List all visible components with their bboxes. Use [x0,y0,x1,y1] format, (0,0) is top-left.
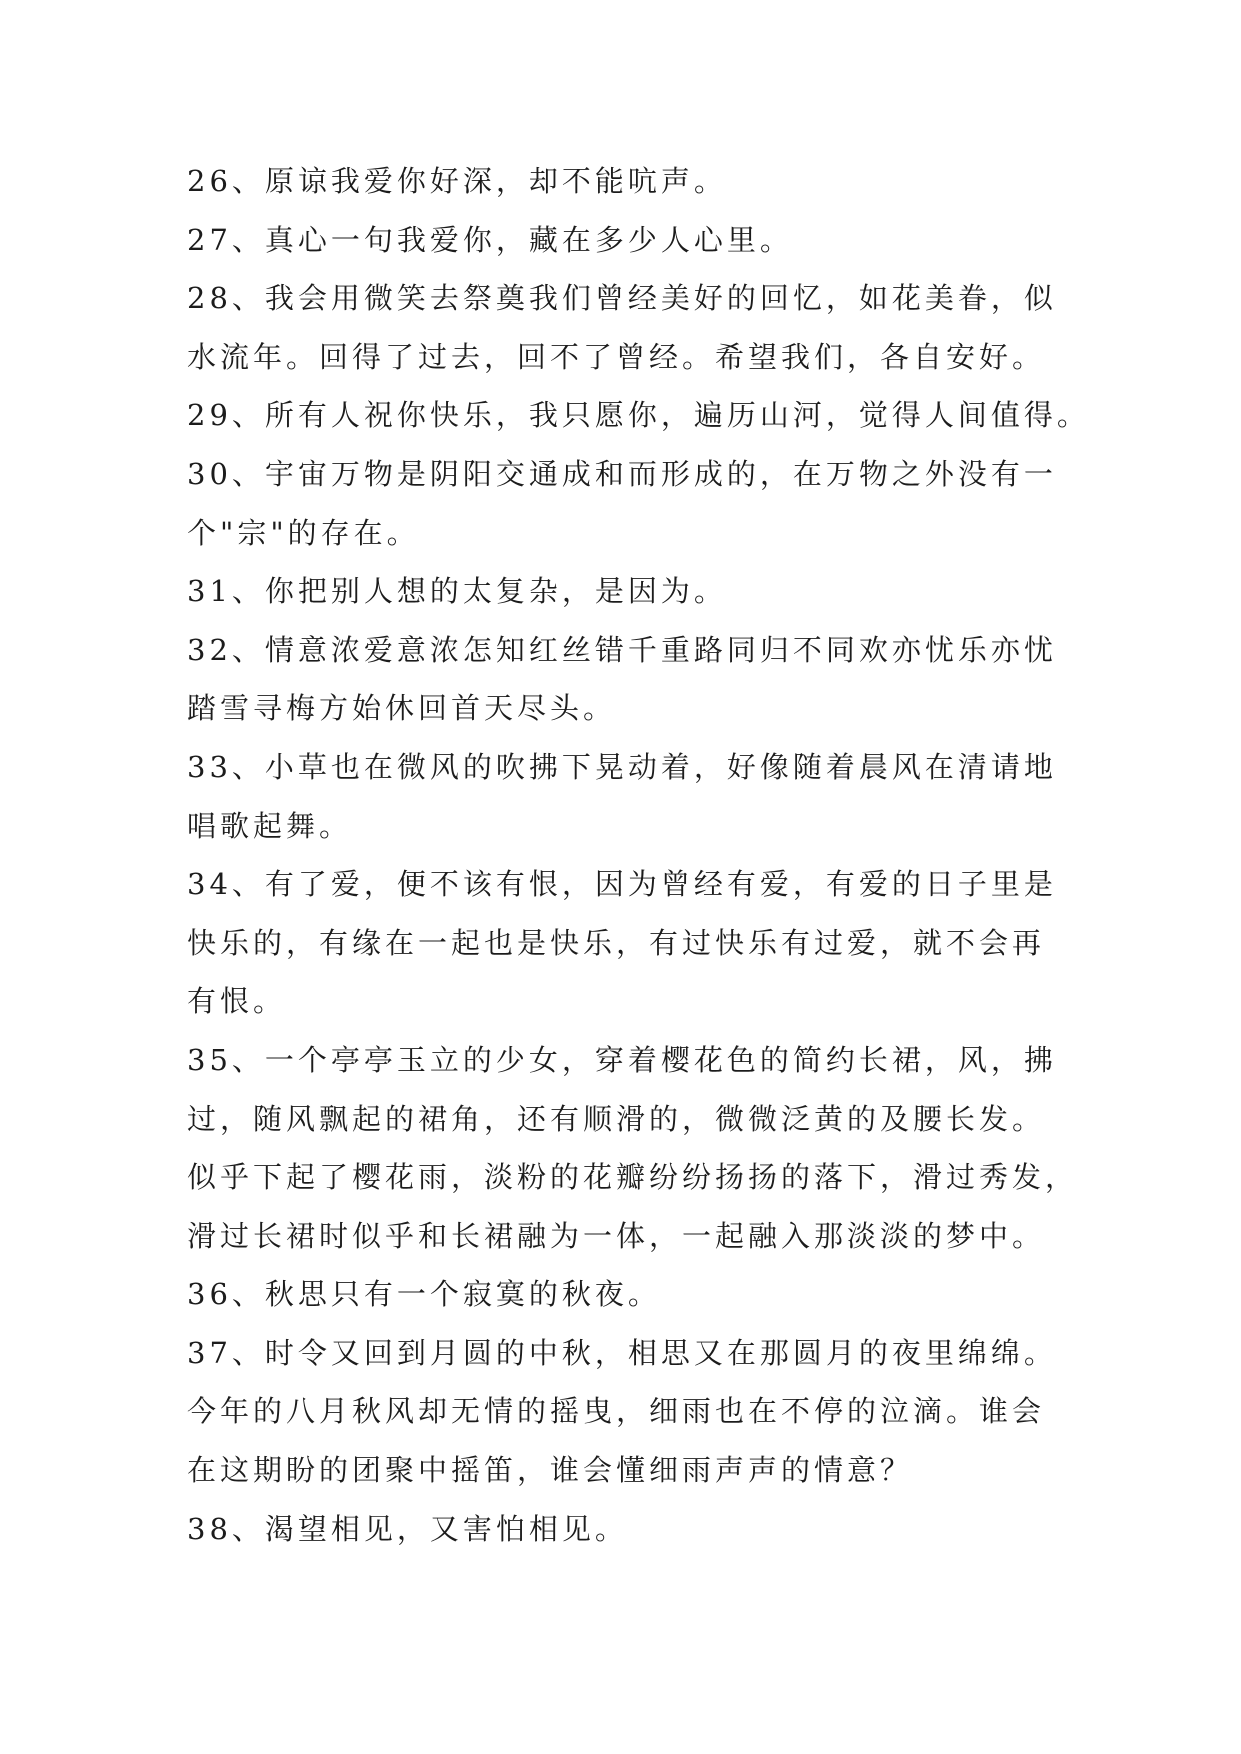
text-line: 36、秋思只有一个寂寞的秋夜。 [187,1277,661,1312]
text-line: 38、渴望相见，又害怕相见。 [187,1511,628,1546]
text-line: 34、有了爱，便不该有恨，因为曾经有爱，有爱的日子里是 [187,867,1057,902]
text-line: 32、情意浓爱意浓怎知红丝错千重路同归不同欢亦忧乐亦忧 [187,632,1057,667]
text-line: 在这期盼的团聚中摇笛，谁会懂细雨声声的情意？ [187,1453,914,1488]
text-line: 33、小草也在微风的吹拂下晃动着，好像随着晨风在清请地 [187,749,1057,784]
text-line: 过，随风飘起的裙角，还有顺滑的，微微泛黄的及腰长发。 [187,1101,1046,1136]
text-line: 37、时令又回到月圆的中秋，相思又在那圆月的夜里绵绵。 [187,1335,1057,1370]
text-line: 31、你把别人想的太复杂，是因为。 [187,574,727,609]
text-line: 29、所有人祝你快乐，我只愿你，遍历山河，觉得人间值得。 [187,398,1090,433]
text-line: 今年的八月秋风却无情的摇曳，细雨也在不停的泣滴。谁会 [187,1394,1046,1429]
text-line: 快乐的，有缘在一起也是快乐，有过快乐有过爱，就不会再 [187,925,1046,960]
text-line: 27、真心一句我爱你，藏在多少人心里。 [187,222,793,257]
text-line: 30、宇宙万物是阴阳交通成和而形成的，在万物之外没有一 [187,456,1057,491]
text-line: 似乎下起了樱花雨，淡粉的花瓣纷纷扬扬的落下，滑过秀发， [187,1160,1079,1195]
text-line: 35、一个亭亭玉立的少女，穿着樱花色的简约长裙，风，拂 [187,1042,1057,1077]
text-line: 个"宗"的存在。 [187,515,420,550]
text-line: 有恨。 [187,984,287,1019]
text-line: 唱歌起舞。 [187,808,353,843]
text-line: 水流年。回得了过去，回不了曾经。希望我们，各自安好。 [187,339,1046,374]
text-line: 28、我会用微笑去祭奠我们曾经美好的回忆，如花美眷，似 [187,281,1057,316]
document-body [187,152,1090,1558]
text-line: 26、原谅我爱你好深，却不能吭声。 [187,164,727,198]
text-line: 踏雪寻梅方始休回首天尽头。 [187,691,617,726]
text-line: 滑过长裙时似乎和长裙融为一体，一起融入那淡淡的梦中。 [187,1218,1046,1253]
